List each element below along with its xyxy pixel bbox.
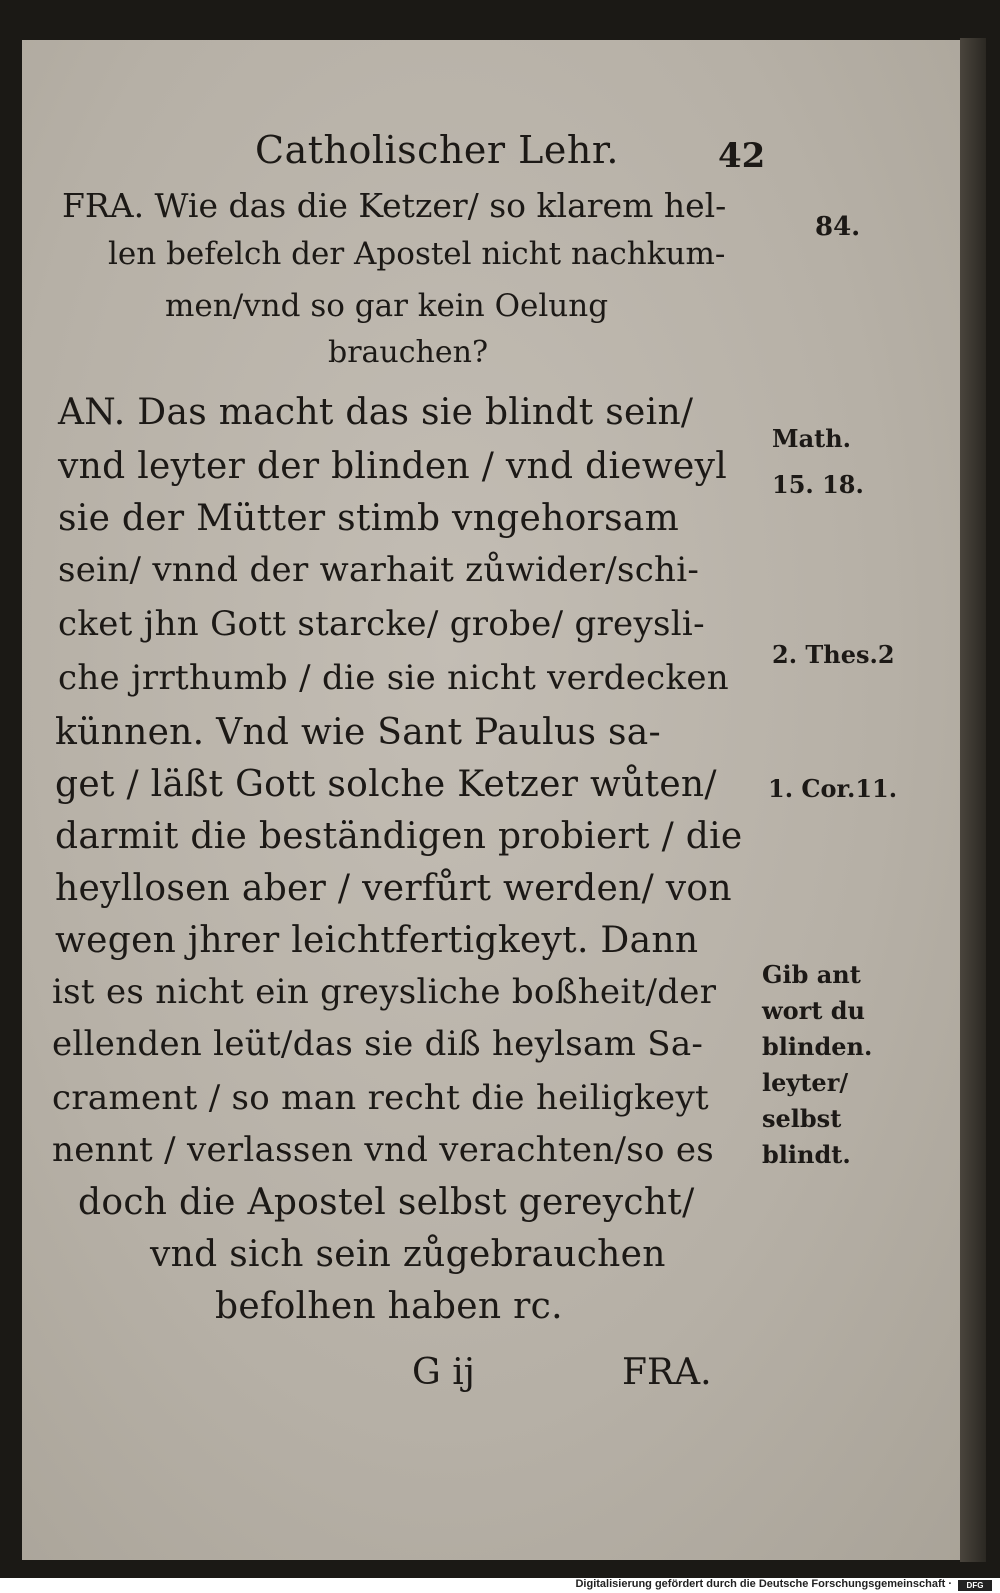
answer-line: ist es nicht ein greysliche boßheit/der [52, 972, 717, 1012]
answer-line: AN. Das macht das sie blindt sein/ [58, 392, 694, 433]
margin-gloss-line: selbst [762, 1104, 842, 1133]
answer-line: befolhen haben rc. [215, 1286, 563, 1327]
catchword: FRA. [622, 1352, 712, 1393]
answer-line: künnen. Vnd wie Sant Paulus sa- [55, 712, 661, 753]
margin-gloss-line: Gib ant [762, 960, 861, 989]
question-line: len befelch der Apostel nicht nachkum- [108, 236, 726, 272]
dfg-logo: DFG [958, 1580, 992, 1591]
margin-gloss-line: wort du [762, 996, 865, 1025]
answer-line: sie der Mütter stimb vngehorsam [58, 498, 680, 539]
answer-line: doch die Apostel selbst gereycht/ [78, 1182, 695, 1223]
answer-line: sein/ vnnd der warhait zůwider/schi- [58, 550, 700, 590]
answer-line: che jrrthumb / die sie nicht verdecken [58, 658, 729, 698]
question-line: men/vnd so gar kein Oelung [165, 288, 609, 324]
margin-reference: Math. [772, 424, 852, 453]
running-head: Catholischer Lehr. [255, 128, 619, 172]
margin-reference: 1. Cor.11. [768, 774, 898, 803]
question-line: brauchen? [328, 335, 489, 370]
folio-number: 42 [718, 136, 766, 176]
answer-line: crament / so man recht die heiligkeyt [52, 1078, 709, 1118]
margin-gloss-line: leyter/ [762, 1068, 849, 1097]
marginal-number: 84. [815, 212, 861, 242]
page-edge [960, 38, 986, 1562]
answer-line: nennt / verlassen vnd verachten/so es [52, 1130, 714, 1170]
margin-gloss-line: blindt. [762, 1140, 851, 1169]
answer-line: heyllosen aber / verfůrt werden/ von [55, 868, 732, 909]
question-line: FRA. Wie das die Ketzer/ so klarem hel- [62, 186, 727, 225]
margin-reference: 2. Thes.2 [772, 640, 895, 669]
digitization-credit: Digitalisierung gefördert durch die Deutsche Forschungsgemeinschaft · [575, 1578, 952, 1590]
answer-line: vnd leyter der blinden / vnd dieweyl [58, 446, 728, 487]
answer-line: darmit die beständigen probiert / die [55, 816, 743, 857]
answer-line: ellenden leüt/das sie diß heylsam Sa- [52, 1024, 704, 1064]
answer-line: cket jhn Gott starcke/ grobe/ greysli- [58, 604, 705, 644]
margin-reference: 15. 18. [772, 470, 864, 499]
margin-gloss-line: blinden. [762, 1032, 873, 1061]
answer-line: vnd sich sein zůgebrauchen [150, 1234, 666, 1275]
answer-line: get / läßt Gott solche Ketzer wůten/ [55, 764, 717, 805]
answer-line: wegen jhrer leichtfertigkeyt. Dann [55, 920, 699, 961]
signature-mark: G ij [412, 1352, 475, 1393]
